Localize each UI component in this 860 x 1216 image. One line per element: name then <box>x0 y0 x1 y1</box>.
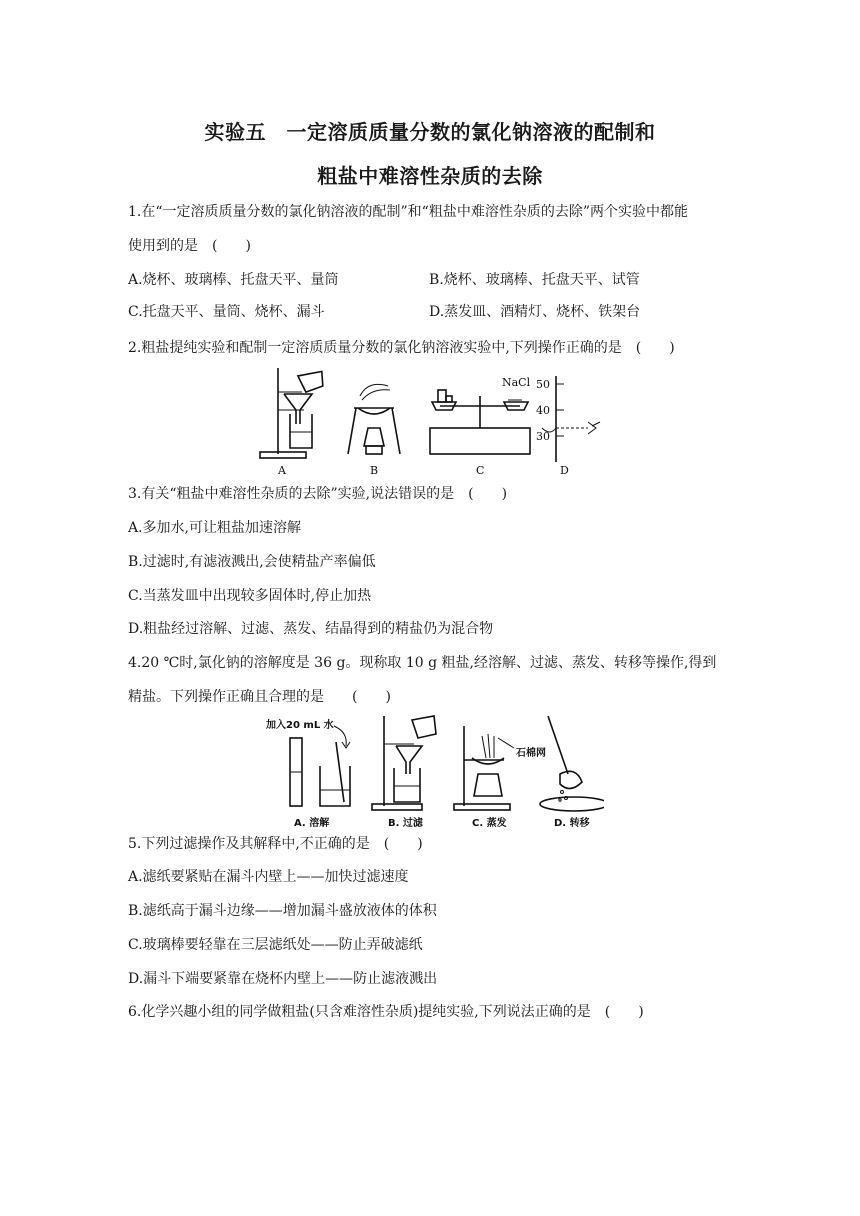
q4-label-d: D. 转移 <box>554 818 590 829</box>
q4-label-b: B. 过滤 <box>388 818 423 829</box>
q2-figure-d-cylinder-reading <box>536 376 600 477</box>
q2-label-c: C <box>476 464 485 477</box>
q5-option-c: C.玻璃棒要轻靠在三层滤纸处——防止弄破滤纸 <box>128 937 423 953</box>
q2-label-a: A <box>278 464 286 477</box>
q4-label-a: A. 溶解 <box>294 818 330 829</box>
q2-label-b: B <box>370 464 379 477</box>
q4-figure-b-filtering <box>372 716 436 829</box>
q1-stem-line1: 1.在“一定溶质质量分数的氯化钠溶液的配制”和“粗盐中难溶性杂质的去除”两个实验中都能 <box>128 204 688 220</box>
q5-option-d: D.漏斗下端要紧靠在烧杯内壁上——防止滤液溅出 <box>128 971 438 987</box>
q2-figure-c-balance <box>430 376 531 477</box>
q4-label-c: C. 蒸发 <box>472 818 507 829</box>
q4-figure-d-transferring <box>540 716 604 829</box>
q5-stem: 5.下列过滤操作及其解释中,不正确的是 ( ) <box>128 836 423 852</box>
q2-figure-b-evaporation <box>348 384 400 477</box>
q3-option-d: D.粗盐经过溶解、过滤、蒸发、结晶得到的精盐仍为混合物 <box>128 621 494 637</box>
q1-option-c: C.托盘天平、量筒、烧杯、漏斗 <box>128 304 325 320</box>
q1-option-d: D.蒸发皿、酒精灯、烧杯、铁架台 <box>429 304 641 320</box>
q3-stem: 3.有关“粗盐中难溶性杂质的去除”实验,说法错误的是 ( ) <box>128 486 508 502</box>
q2-label-d: D <box>560 464 569 477</box>
q5-option-a: A.滤纸要紧贴在漏斗内壁上——加快过滤速度 <box>128 869 409 885</box>
q6-stem: 6.化学兴趣小组的同学做粗盐(只含难溶性杂质)提纯实验,下列说法正确的是 ( ) <box>128 1004 644 1020</box>
q2-reagent-label: NaCl <box>502 376 531 389</box>
q5-option-b: B.滤纸高于漏斗边缘——增加漏斗盛放液体的体积 <box>128 903 437 919</box>
q2-figure <box>250 366 630 478</box>
q3-option-c: C.当蒸发皿中出现较多固体时,停止加热 <box>128 588 372 604</box>
q2-tick-40: 40 <box>536 404 550 417</box>
q4-gauze-label: 石棉网 <box>516 748 546 759</box>
q4-figure <box>264 712 604 830</box>
q4-figure-c-evaporating <box>454 726 546 829</box>
q1-stem-line2: 使用到的是 ( ) <box>128 238 251 254</box>
q2-tick-30: 30 <box>536 430 550 443</box>
q1-option-b: B.烧杯、玻璃棒、托盘天平、试管 <box>429 272 640 288</box>
q4-stem-line1: 4.20 ℃时,氯化钠的溶解度是 36 g。现称取 10 g 粗盐,经溶解、过滤、蒸发、转移等操作,得到 <box>128 655 717 671</box>
q2-tick-50: 50 <box>536 378 550 391</box>
page-title: 实验五 一定溶质质量分数的氯化钠溶液的配制和 <box>204 120 656 144</box>
q3-option-a: A.多加水,可让粗盐加速溶解 <box>128 520 302 536</box>
q4-water-note: 加入20 mL 水 <box>266 720 334 731</box>
q4-stem-line2: 精盐。下列操作正确且合理的是 ( ) <box>128 689 391 705</box>
q4-figure-a-dissolving <box>265 718 350 829</box>
q2-stem: 2.粗盐提纯实验和配制一定溶质质量分数的氯化钠溶液实验中,下列操作正确的是 ( ) <box>128 340 675 356</box>
q1-option-a: A.烧杯、玻璃棒、托盘天平、量筒 <box>128 272 339 288</box>
page-subtitle: 粗盐中难溶性杂质的去除 <box>317 164 543 188</box>
q3-option-b: B.过滤时,有滤液溅出,会使精盐产率偏低 <box>128 554 376 570</box>
q2-figure-a-filtration <box>260 368 327 477</box>
